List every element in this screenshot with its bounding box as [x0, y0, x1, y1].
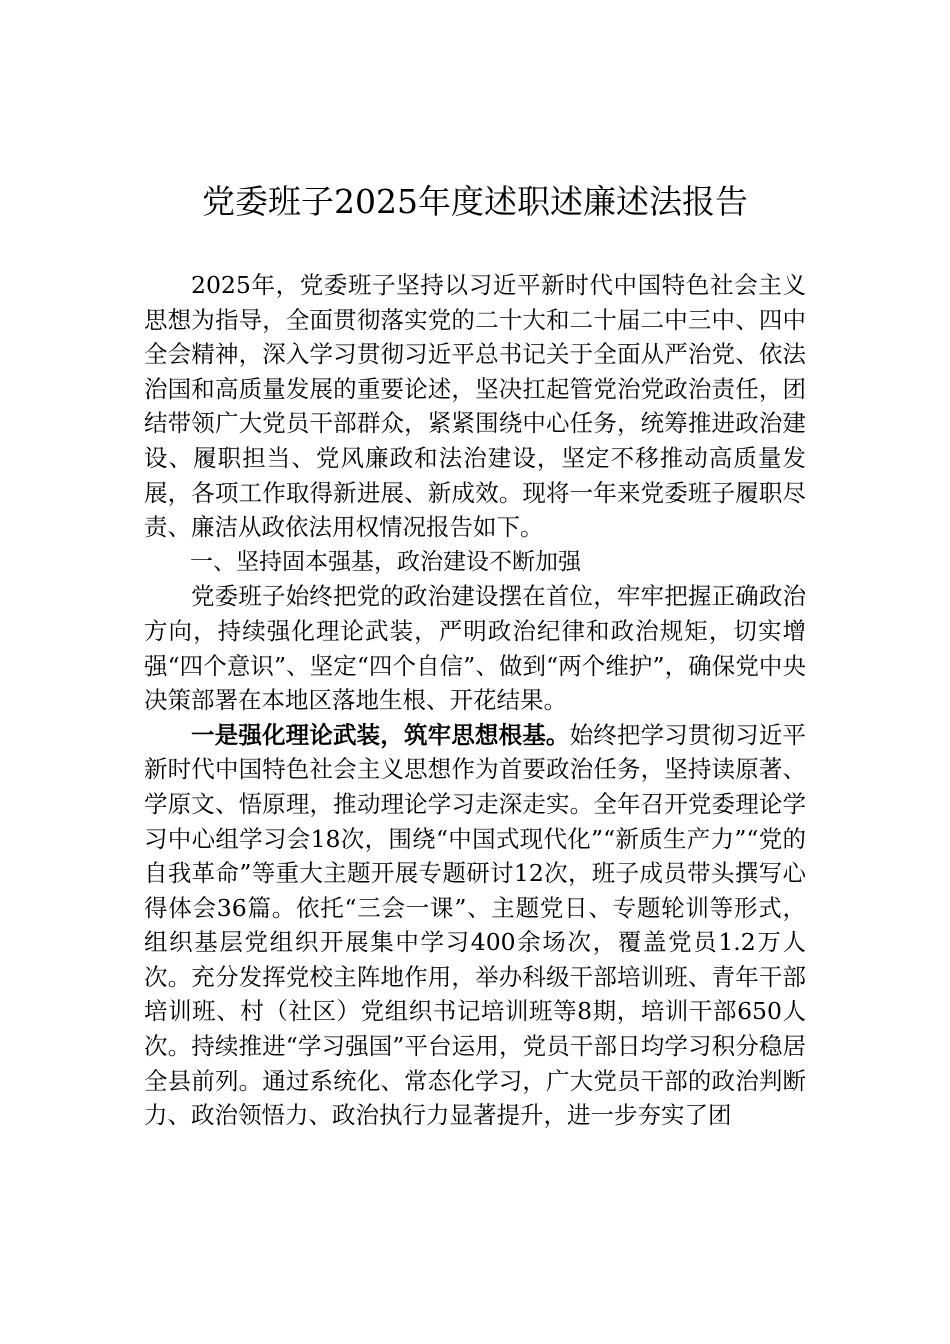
document-title: 党委班子2025年度述职述廉述法报告	[202, 182, 748, 221]
section-paragraph: 党委班子始终把党的政治建设摆在首位，牢牢把握正确政治方向，持续强化理论武装，严明政治纪律和政治规矩，切实增强“四个意识”、坚定“四个自信”、做到“两个维护”，确保党中央决策部署在本地区落地生根、开花结果。	[144, 582, 806, 715]
item-lead: 一是强化理论武装，筑牢思想根基。	[191, 720, 570, 749]
intro-paragraph: 2025年，党委班子坚持以习近平新时代中国特色社会主义思想为指导，全面贯彻落实党的二十大和二十届二中三中、四中全会精神，深入学习贯彻习近平总书记关于全面从严治党、依法治国和高质量发展的重要论述，坚决扛起管党治党政治责任，团结带领广大党员干部群众，紧紧围绕中心任务，统筹推进政治建设、履职担当、党风廉政和法治建设，坚定不移推动高质量发展，各项工作取得新进展、新成效。现将一年来党委班子履职尽责、廉洁从政依法用权情况报告如下。	[144, 271, 806, 542]
item-text: 始终把学习贯彻习近平新时代中国特色社会主义思想作为首要政治任务，坚持读原著、学原文、悟原理，推动理论学习走深走实。全年召开党委理论学习中心组学习会18次，围绕“中国式现代化”“新质生产力”“党的自我革命”等重大主题开展专题研讨12次，班子成员带头撰写心得体会36篇。依托“三会一课”、主题党日、专题轮训等形式，组织基层党组织开展集中学习400余场次，覆盖党员1.2万人次。充分发挥党校主阵地作用，举办科级干部培训班、青年干部培训班、村（社区）党组织书记培训班等8期，培训干部650人次。持续推进“学习强国”平台运用，党员干部日均学习积分稳居全县前列。通过系统化、常态化学习，广大党员干部的政治判断力、政治领悟力、政治执行力显著提升，进一步夯实了团	[144, 720, 807, 1130]
document-body	[144, 268, 806, 1133]
item-paragraph	[144, 718, 806, 1133]
section-heading: 一、坚持固本强基，政治建设不断加强	[190, 548, 581, 575]
